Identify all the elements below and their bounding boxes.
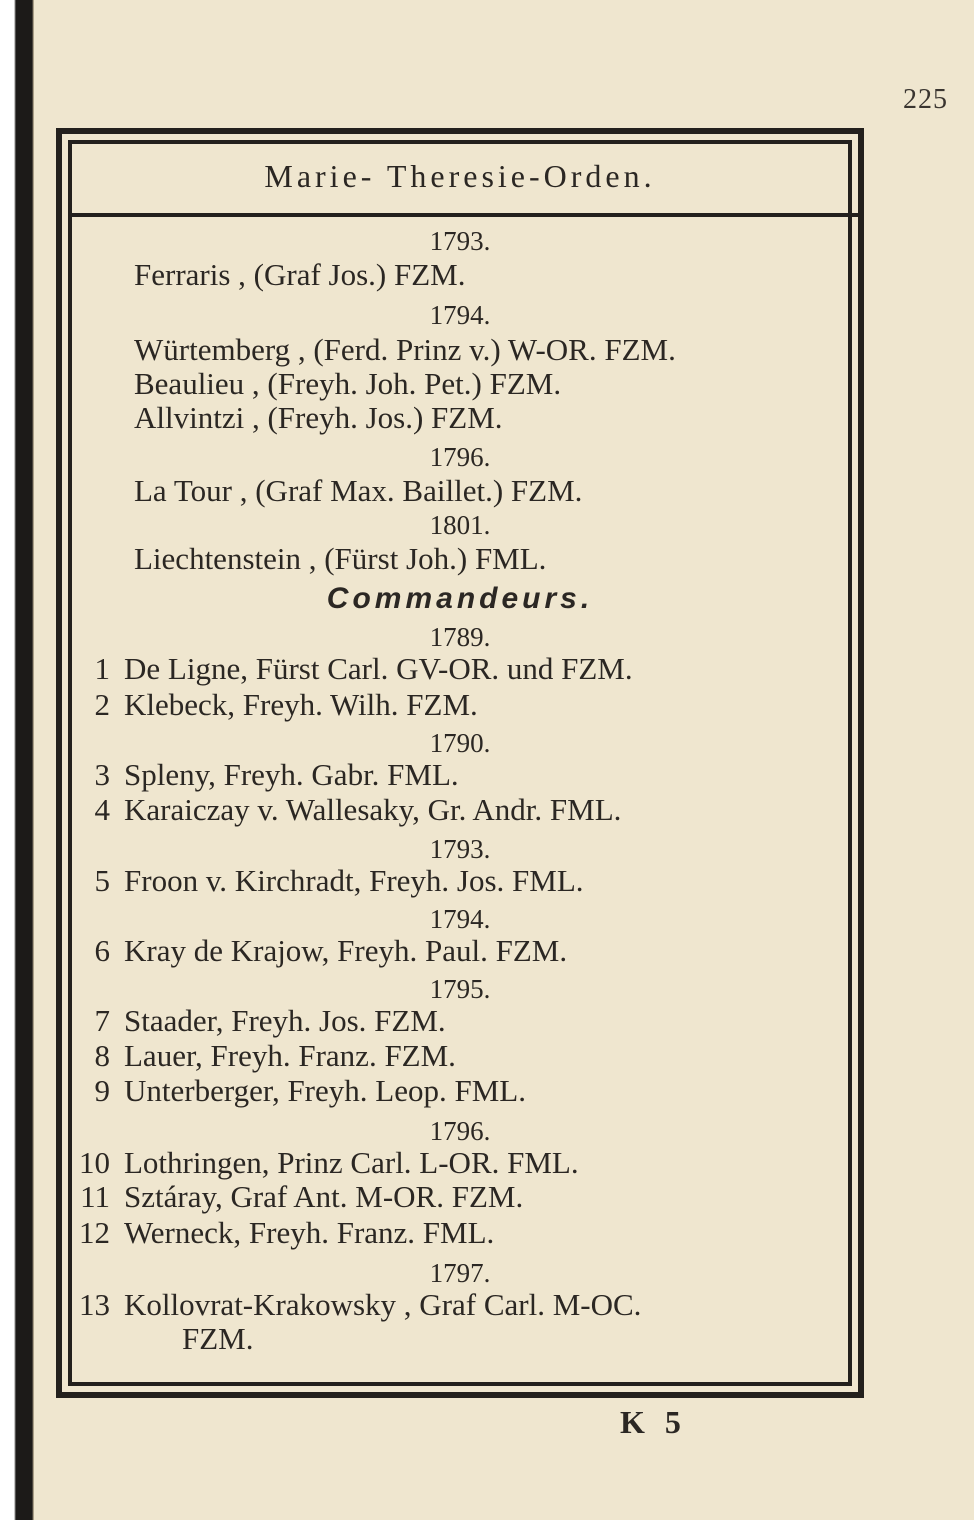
entry-text: Sztáray, Graf Ant. M-OR. FZM.: [124, 1179, 524, 1214]
entry-text: De Ligne, Fürst Carl. GV-OR. und FZM.: [124, 651, 633, 686]
year-line: 1801.: [429, 510, 491, 540]
entry-text: Froon v. Kirchradt, Freyh. Jos. FML.: [124, 863, 584, 898]
name-line: Allvintzi , (Freyh. Jos.) FZM.: [134, 400, 503, 435]
year-line: 1795.: [429, 974, 491, 1004]
entry-number: 6: [94, 933, 110, 968]
page-number: 225: [903, 84, 948, 115]
commandeur-entry: [66, 1146, 579, 1180]
year-line: 1793.: [429, 834, 491, 864]
entry-text: Klebeck, Freyh. Wilh. FZM.: [124, 687, 478, 722]
entry-text: Karaiczay v. Wallesaky, Gr. Andr. FML.: [124, 792, 622, 827]
signature-mark: K 5: [620, 1404, 687, 1440]
commandeur-entry: [66, 864, 584, 898]
name-line: Ferraris , (Graf Jos.) FZM.: [134, 257, 466, 292]
year-line: 1789.: [429, 622, 491, 652]
entry-text: Lothringen, Prinz Carl. L-OR. FML.: [124, 1145, 579, 1180]
entry-number: 2: [94, 687, 110, 722]
year-line: 1797.: [429, 1258, 491, 1288]
year-line: 1796.: [429, 1116, 491, 1146]
commandeur-entry: [66, 793, 621, 827]
year-line: 1793.: [429, 226, 491, 256]
commandeur-entry: [66, 1216, 494, 1250]
commandeurs-heading: Commandeurs.: [326, 582, 594, 615]
commandeur-entry: [66, 934, 567, 968]
entry-number: 4: [94, 792, 110, 827]
entry-continuation: FZM.: [182, 1321, 254, 1356]
entry-number: 3: [94, 757, 110, 792]
commandeur-entry: [66, 1039, 456, 1073]
entry-number: 12: [79, 1215, 110, 1250]
entry-number: 8: [94, 1038, 110, 1073]
commandeur-entry: [66, 1180, 523, 1214]
entry-number: 7: [94, 1003, 110, 1038]
commandeur-entry: [66, 688, 478, 722]
entry-text: Spleny, Freyh. Gabr. FML.: [124, 757, 459, 792]
year-line: 1794.: [429, 300, 491, 330]
entry-number: 5: [94, 863, 110, 898]
name-line: Liechtenstein , (Fürst Joh.) FML.: [134, 541, 547, 576]
commandeur-entry: [66, 758, 459, 792]
name-line: Würtemberg , (Ferd. Prinz v.) W-OR. FZM.: [134, 332, 676, 367]
entry-number: 10: [79, 1145, 110, 1180]
entry-text: Lauer, Freyh. Franz. FZM.: [124, 1038, 456, 1073]
entry-number: 11: [80, 1179, 110, 1214]
entry-number: 9: [94, 1073, 110, 1108]
entry-text: Kray de Krajow, Freyh. Paul. FZM.: [124, 933, 568, 968]
entry-number: 1: [94, 651, 110, 686]
year-line: 1790.: [429, 728, 491, 758]
page-heading: Marie- Theresie-Orden.: [264, 158, 656, 194]
year-line: 1794.: [429, 904, 491, 934]
entry-text: Werneck, Freyh. Franz. FML.: [124, 1215, 495, 1250]
entry-text: Kollovrat-Krakowsky , Graf Carl. M-OC.: [124, 1287, 642, 1322]
commandeur-entry: [66, 1288, 641, 1322]
entry-number: 13: [79, 1287, 110, 1322]
name-line: La Tour , (Graf Max. Baillet.) FZM.: [134, 473, 583, 508]
year-line: 1796.: [429, 442, 491, 472]
commandeur-entry: [66, 652, 633, 686]
commandeur-entry: [66, 1004, 446, 1038]
entry-text: Unterberger, Freyh. Leop. FML.: [124, 1073, 526, 1108]
entry-text: Staader, Freyh. Jos. FZM.: [124, 1003, 446, 1038]
name-line: Beaulieu , (Freyh. Joh. Pet.) FZM.: [134, 366, 562, 401]
commandeur-entry: [66, 1074, 526, 1108]
